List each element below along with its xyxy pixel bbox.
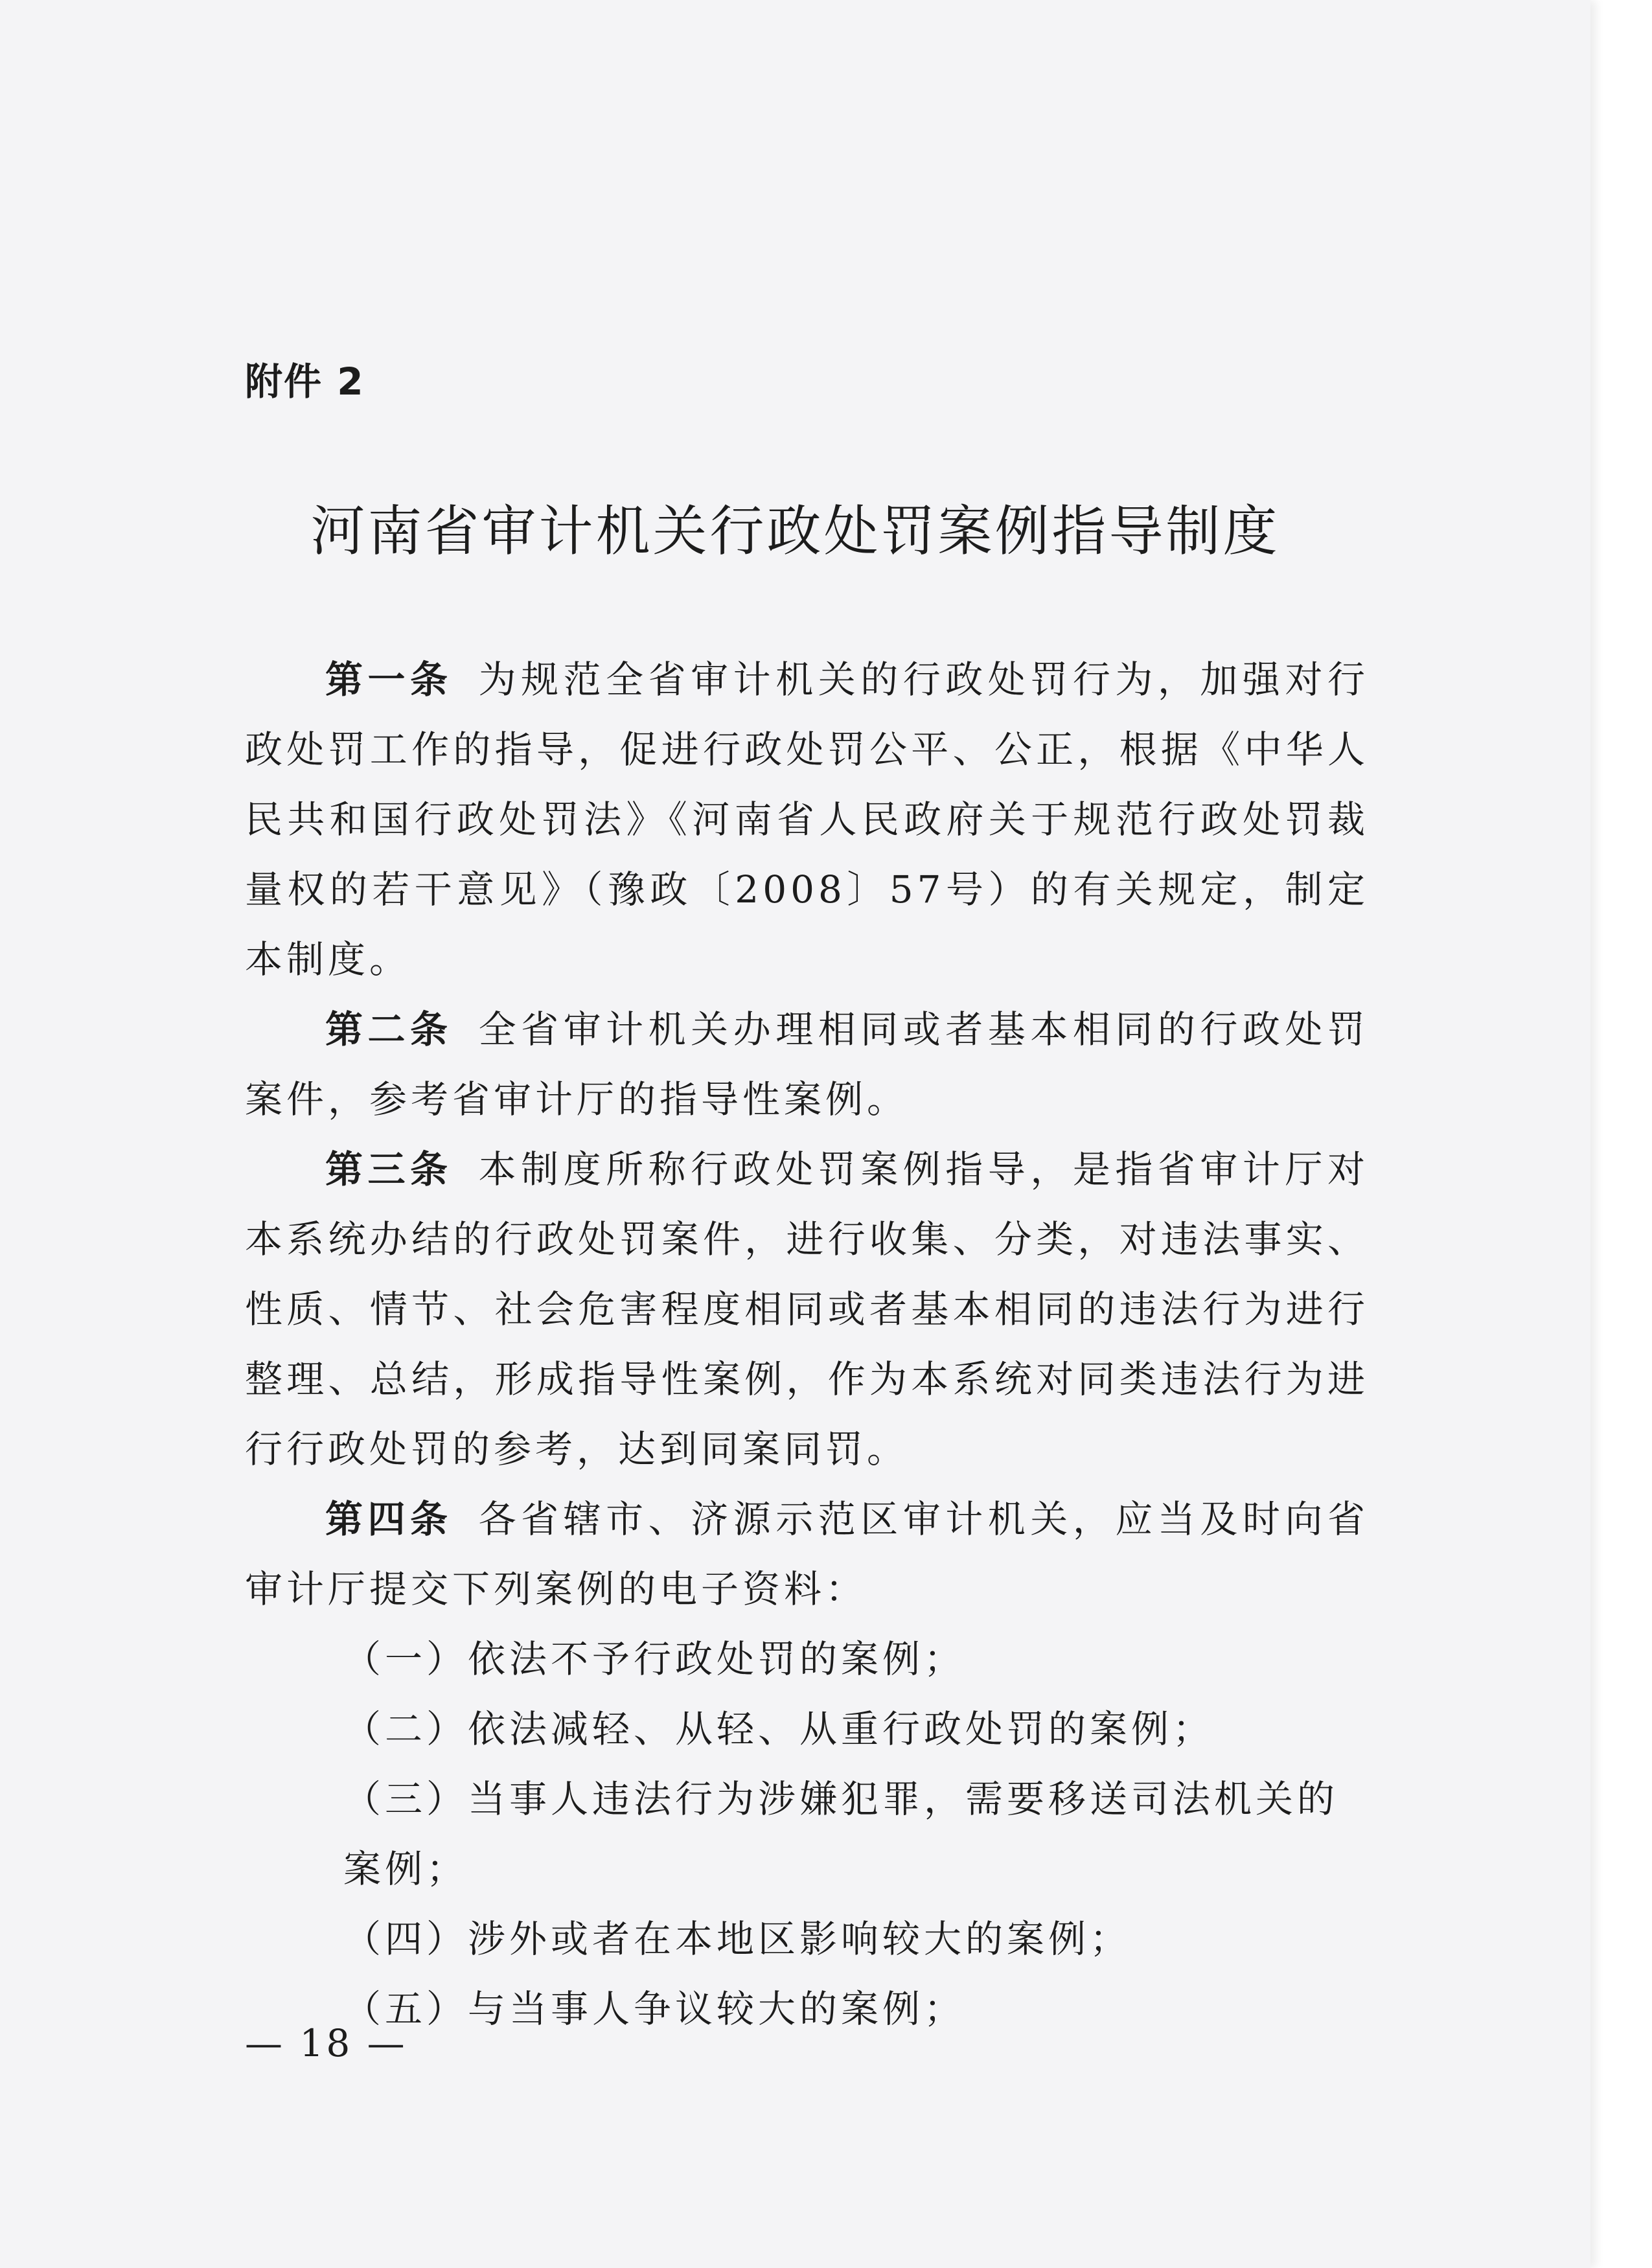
article-heading: 第四条 bbox=[325, 1497, 453, 1541]
article-text: 各省辖市、济源示范区审计机关，应当及时向省审计厅提交下列案例的电子资料： bbox=[245, 1497, 1369, 1611]
document-body bbox=[245, 645, 1369, 2044]
article-heading: 第一条 bbox=[325, 658, 453, 702]
list-item: （三）当事人违法行为涉嫌犯罪，需要移送司法机关的案例； bbox=[343, 1777, 1339, 1891]
article-2 bbox=[245, 994, 1369, 1134]
attachment-label: 附件 2 bbox=[245, 360, 365, 404]
article-text: 本制度所称行政处罚案例指导，是指省审计厅对本系统办结的行政处罚案件，进行收集、分类，对违法事实、性质、情节、社会危害程度相同或者基本相同的违法行为进行整理、总结，形成指导性案例，作为本系统对同类违法行为进行行政处罚的参考，达到同案同罚。 bbox=[245, 1147, 1369, 1471]
list-item: （二）依法减轻、从轻、从重行政处罚的案例； bbox=[343, 1707, 1215, 1751]
article-heading: 第三条 bbox=[325, 1147, 453, 1191]
list-item: （四）涉外或者在本地区影响较大的案例； bbox=[343, 1917, 1132, 1961]
list-item: （五）与当事人争议较大的案例； bbox=[343, 1987, 966, 2031]
article-3 bbox=[245, 1134, 1369, 1484]
list-item: （一）依法不予行政处罚的案例； bbox=[343, 1637, 966, 1681]
article-heading: 第二条 bbox=[325, 1007, 453, 1051]
page-number: — 18 — bbox=[245, 2021, 407, 2065]
article-text: 为规范全省审计机关的行政处罚行为，加强对行政处罚工作的指导，促进行政处罚公平、公正，根据《中华人民共和国行政处罚法》《河南省人民政府关于规范行政处罚裁量权的若干意见》（豫政〔2008〕57号）的有关规定，制定本制度。 bbox=[245, 658, 1369, 981]
article-4 bbox=[245, 1484, 1369, 1624]
article-text: 全省审计机关办理相同或者基本相同的行政处罚案件，参考省审计厅的指导性案例。 bbox=[245, 1007, 1369, 1121]
document-title: 河南省审计机关行政处罚案例指导制度 bbox=[310, 499, 1280, 563]
article-1 bbox=[245, 645, 1369, 994]
